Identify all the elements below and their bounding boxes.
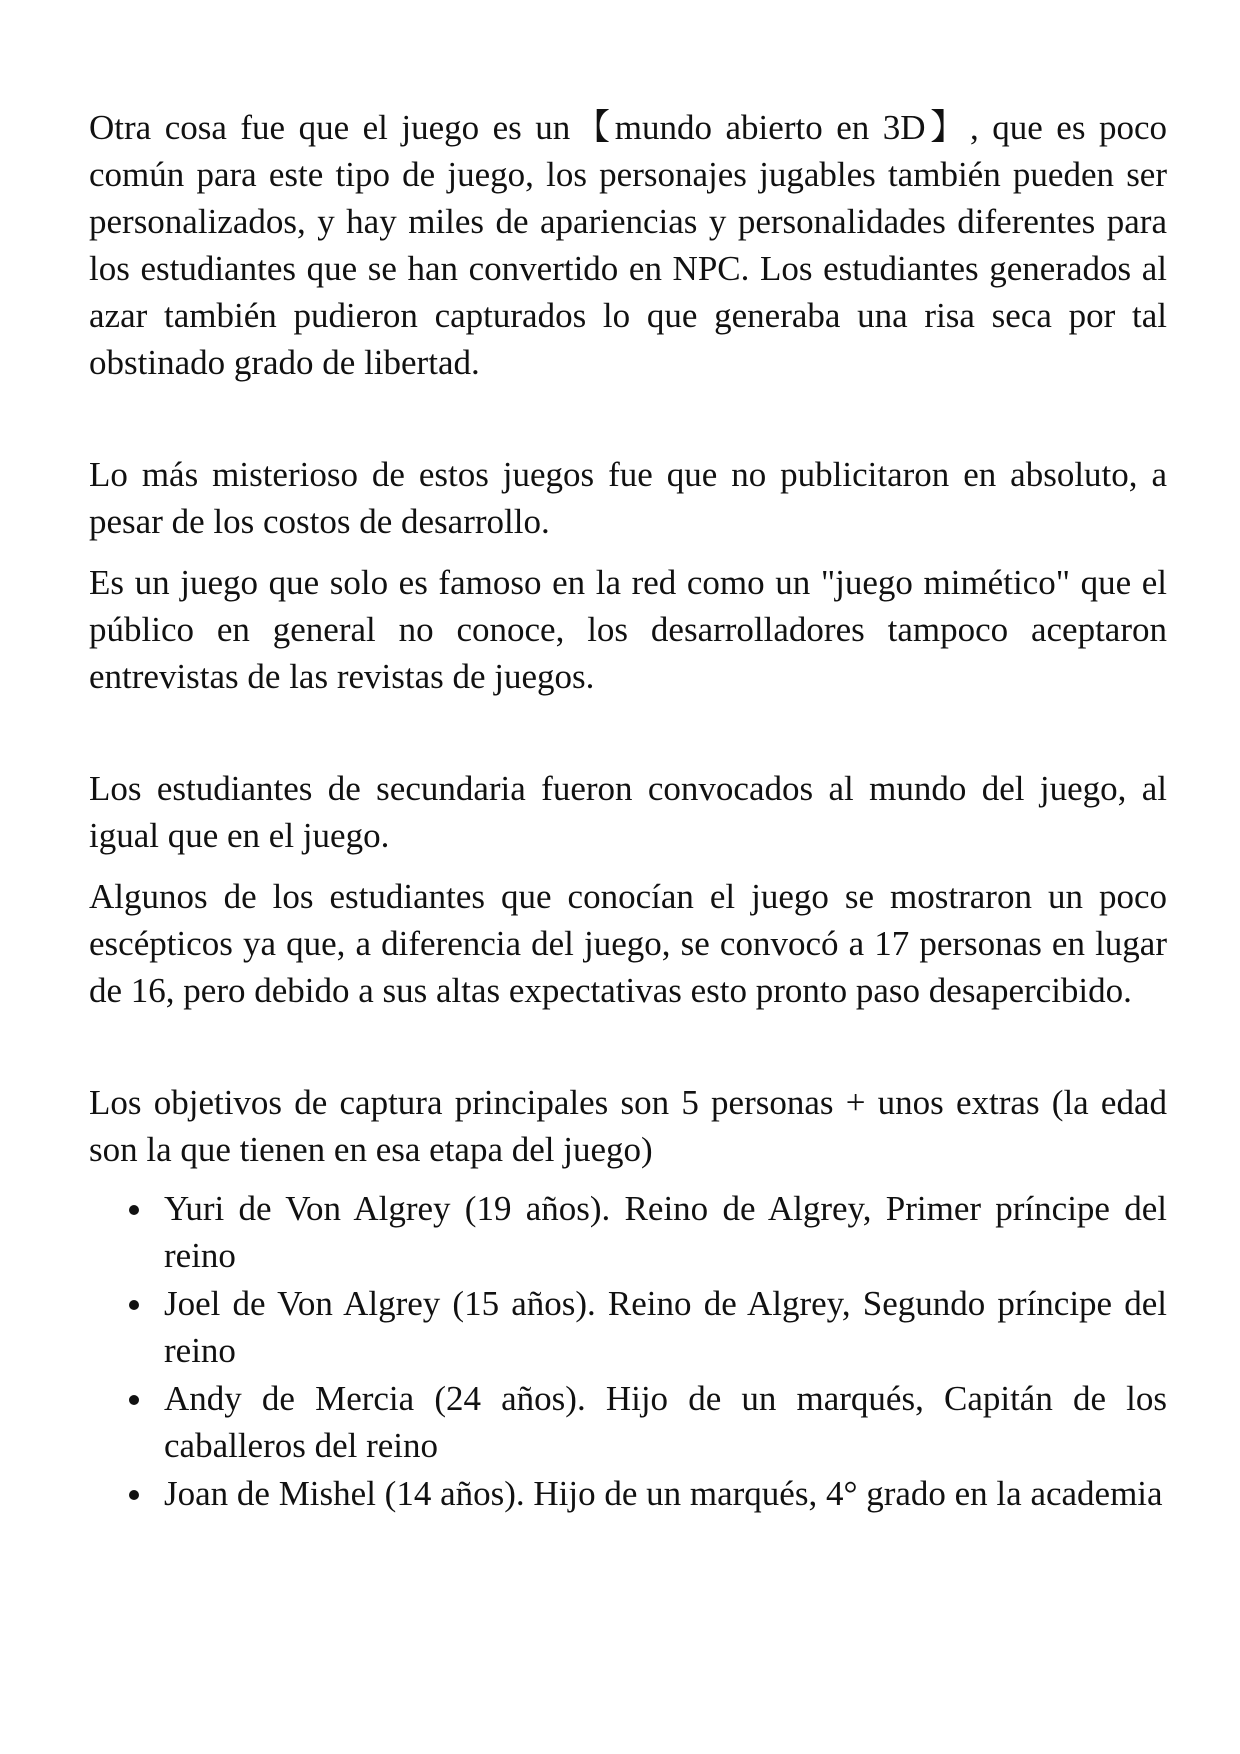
paragraph-gap <box>89 545 1167 559</box>
section-gap <box>89 700 1167 765</box>
capture-target-list <box>89 1185 1167 1517</box>
bullet-icon <box>129 1300 139 1310</box>
list-item-text: Joan de Mishel (14 años). Hijo de un marqués, 4° grado en la academia <box>164 1474 1163 1513</box>
paragraph-gap <box>89 859 1167 873</box>
list-item-text: Joel de Von Algrey (15 años). Reino de Algrey, Segundo príncipe del reino <box>164 1284 1167 1370</box>
paragraph-skeptics: Algunos de los estudiantes que conocían el juego se mostraron un poco escépticos ya que, a diferencia del juego, se convocó a 17 personas en lugar de 16, pero debido a sus altas expectativas esto pronto paso desapercibido. <box>89 877 1167 1010</box>
paragraph-summoned: Los estudiantes de secundaria fueron convocados al mundo del juego, al igual que en el juego. <box>89 769 1167 855</box>
bullet-icon <box>129 1205 139 1215</box>
bullet-icon <box>129 1395 139 1405</box>
list-item <box>89 1185 1167 1279</box>
document-page <box>89 104 1167 1518</box>
section-gap <box>89 386 1167 451</box>
paragraph-meme-game: Es un juego que solo es famoso en la red como un "juego mimético" que el público en general no conoce, los desarrolladores tampoco aceptaron entrevistas de las revistas de juegos. <box>89 563 1167 696</box>
bullet-icon <box>129 1490 139 1500</box>
paragraph-open-world: Otra cosa fue que el juego es un【mundo abierto en 3D】, que es poco común para este tipo de juego, los personajes jugables también pueden ser personalizados, y hay miles de apariencias y personalidades diferentes para los estudiantes que se han convertido en NPC. Los estudiantes generados al azar también pudieron capturados lo que generaba una risa seca por tal obstinado grado de libertad. <box>89 108 1167 382</box>
list-item <box>89 1470 1167 1517</box>
paragraph-capture-targets: Los objetivos de captura principales son 5 personas + unos extras (la edad son la que tienen en esa etapa del juego) <box>89 1083 1167 1169</box>
list-item-text: Andy de Mercia (24 años). Hijo de un marqués, Capitán de los caballeros del reino <box>164 1379 1167 1465</box>
list-item <box>89 1280 1167 1374</box>
list-item-text: Yuri de Von Algrey (19 años). Reino de Algrey, Primer príncipe del reino <box>164 1189 1167 1275</box>
paragraph-mystery: Lo más misterioso de estos juegos fue que no publicitaron en absoluto, a pesar de los costos de desarrollo. <box>89 455 1167 541</box>
section-gap <box>89 1014 1167 1079</box>
list-item <box>89 1375 1167 1469</box>
